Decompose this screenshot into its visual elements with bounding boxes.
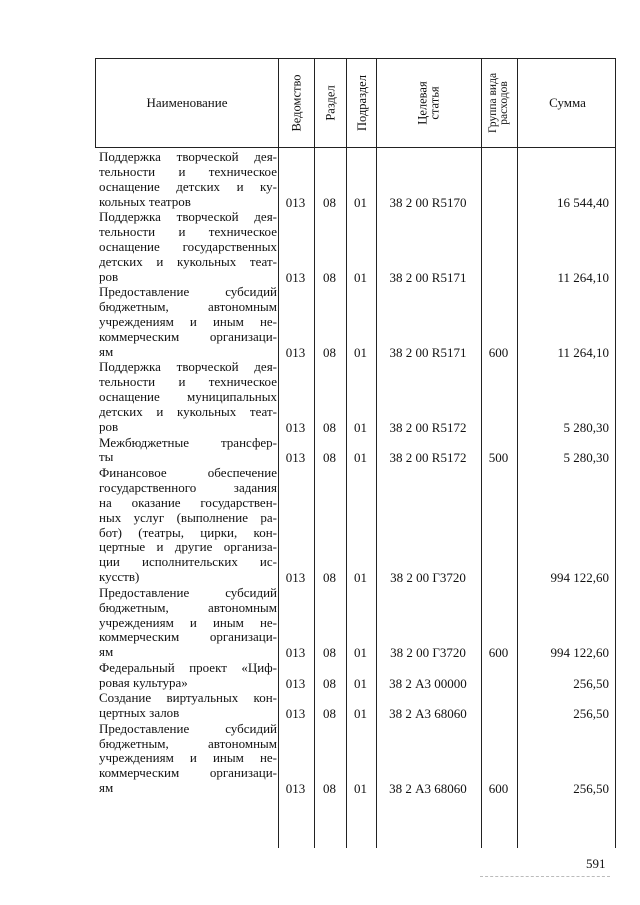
row-celevaya: 38 2 А3 68060 <box>389 781 467 797</box>
row-name <box>99 691 277 721</box>
row-vedomstvo: 013 <box>285 706 306 722</box>
budget-table <box>95 58 616 848</box>
row-vedomstvo: 013 <box>285 781 306 797</box>
row-podrazdel: 01 <box>354 706 367 722</box>
row-name-line: тельности и техническое <box>99 163 277 179</box>
row-summa: 16 544,40 <box>557 194 609 210</box>
row-summa: 256,50 <box>573 781 609 797</box>
row-podrazdel: 01 <box>354 450 367 466</box>
header-celevaya-line1: Целевая <box>416 81 430 125</box>
row-name-line: бюджетным, автономным <box>99 599 277 615</box>
row-name-line: оснащение государственных <box>99 239 277 254</box>
row-celevaya: 38 2 00 R5171 <box>389 269 467 285</box>
row-razdel: 08 <box>323 675 336 691</box>
row-celevaya: 38 2 00 R5170 <box>389 194 467 210</box>
header-gruppa <box>482 59 518 147</box>
table-row <box>95 210 616 285</box>
header-celevaya-line2: статья <box>428 86 442 120</box>
row-name-line: бот) (театры, цирки, кон- <box>99 524 277 540</box>
row-name-line: тельности и техническое <box>99 224 277 240</box>
row-podrazdel: 01 <box>354 645 367 661</box>
row-vedomstvo: 013 <box>285 269 306 285</box>
row-name-line: Федеральный проект «Циф- <box>99 659 277 675</box>
row-name-line: Поддержка творческой дея- <box>99 209 277 225</box>
row-summa: 11 264,10 <box>557 269 609 285</box>
row-podrazdel: 01 <box>354 269 367 285</box>
row-name-line: кусств) <box>99 569 140 585</box>
table-row <box>95 691 616 721</box>
row-name <box>99 436 277 466</box>
row-podrazdel: 01 <box>354 675 367 691</box>
row-name-line: ров <box>99 268 119 284</box>
row-name <box>99 360 277 435</box>
header-summa <box>518 59 617 147</box>
header-vedomstvo-label: Ведомство <box>289 74 304 132</box>
row-name-line: ровая культура» <box>99 674 188 690</box>
row-razdel: 08 <box>323 450 336 466</box>
header-razdel <box>315 59 347 147</box>
row-summa: 5 280,30 <box>563 450 609 466</box>
row-razdel: 08 <box>323 781 336 797</box>
row-name-line: ных услуг (выполнение ра- <box>99 509 277 525</box>
row-celevaya: 38 2 00 Г3720 <box>390 645 466 661</box>
row-name-line: детских и кукольных теат- <box>99 253 277 269</box>
row-vedomstvo: 013 <box>285 675 306 691</box>
row-name-line: Создание виртуальных кон- <box>99 690 277 706</box>
row-name-line: на оказание государствен- <box>99 494 277 510</box>
table-body <box>95 148 616 848</box>
row-razdel: 08 <box>323 570 336 586</box>
row-vedomstvo: 013 <box>285 450 306 466</box>
header-podrazdel <box>347 59 377 147</box>
row-name-line: коммерческим организаци- <box>99 629 277 645</box>
header-gruppa-line2: расходов <box>498 81 511 125</box>
row-vedomstvo: 013 <box>285 194 306 210</box>
row-name <box>99 210 277 285</box>
row-name-line: Поддержка творческой дея- <box>99 359 277 375</box>
table-row <box>95 722 616 797</box>
row-vedomstvo: 013 <box>285 570 306 586</box>
row-podrazdel: 01 <box>354 570 367 586</box>
row-name-line: учреждениям и иным не- <box>99 614 277 630</box>
row-name-line: учреждениям и иным не- <box>99 750 277 766</box>
header-name <box>96 59 279 147</box>
table-row <box>95 285 616 360</box>
row-gruppa: 500 <box>488 450 509 466</box>
table-row <box>95 466 616 585</box>
row-podrazdel: 01 <box>354 194 367 210</box>
row-name-line: оснащение детских и ку- <box>99 178 277 194</box>
row-razdel: 08 <box>323 419 336 435</box>
row-summa: 994 122,60 <box>550 570 609 586</box>
row-name <box>99 466 277 585</box>
row-name-line: Предоставление субсидий <box>99 584 277 600</box>
row-name-line: бюджетным, автономным <box>99 735 277 751</box>
table-header <box>95 58 616 148</box>
header-gruppa-label <box>489 73 511 133</box>
row-celevaya: 38 2 00 R5172 <box>389 450 467 466</box>
row-name-line: Межбюджетные трансфер- <box>99 434 277 450</box>
row-name-line: бюджетным, автономным <box>99 299 277 315</box>
row-name-line: ям <box>99 780 114 796</box>
row-name <box>99 722 277 797</box>
row-name-line: цертные и другие организа- <box>99 539 277 555</box>
header-vedomstvo <box>279 59 315 147</box>
row-summa: 256,50 <box>573 675 609 691</box>
row-razdel: 08 <box>323 645 336 661</box>
row-name <box>99 285 277 360</box>
row-name-line: государственного задания <box>99 479 277 495</box>
row-gruppa: 600 <box>488 645 509 661</box>
row-name <box>99 661 277 691</box>
row-name-line: кольных театров <box>99 193 191 209</box>
row-gruppa: 600 <box>488 781 509 797</box>
row-name <box>99 150 277 210</box>
row-razdel: 08 <box>323 269 336 285</box>
page-number: 591 <box>586 856 606 871</box>
header-summa-label: Сумма <box>549 95 586 110</box>
row-name-line: ям <box>99 644 114 660</box>
row-name-line: ции исполнительских ис- <box>99 554 277 570</box>
row-name-line: оснащение муниципальных <box>99 389 277 405</box>
row-name-line: Финансовое обеспечение <box>99 464 277 480</box>
row-summa: 5 280,30 <box>563 419 609 435</box>
header-name-label: Наименование <box>146 95 228 110</box>
row-name <box>99 586 277 661</box>
row-celevaya: 38 2 00 Г3720 <box>390 570 466 586</box>
footer-rule <box>480 876 610 877</box>
table-row <box>95 661 616 691</box>
row-name-line: Предоставление субсидий <box>99 720 277 736</box>
row-vedomstvo: 013 <box>285 645 306 661</box>
header-gruppa-line1: Группа вида <box>487 72 500 134</box>
row-name-line: цертных залов <box>99 705 180 721</box>
row-podrazdel: 01 <box>354 344 367 360</box>
row-name-line: ров <box>99 419 119 435</box>
header-razdel-label: Раздел <box>323 85 338 121</box>
row-name-line: ты <box>99 449 114 465</box>
row-celevaya: 38 2 00 R5171 <box>389 344 467 360</box>
row-name-line: коммерческим организаци- <box>99 765 277 781</box>
header-podrazdel-label: Подраздел <box>354 75 369 131</box>
row-summa: 256,50 <box>573 706 609 722</box>
row-celevaya: 38 2 А3 00000 <box>389 675 467 691</box>
row-name-line: Предоставление субсидий <box>99 284 277 300</box>
row-podrazdel: 01 <box>354 419 367 435</box>
row-summa: 994 122,60 <box>550 645 609 661</box>
row-name-line: коммерческим организаци- <box>99 329 277 345</box>
table-row <box>95 360 616 435</box>
header-celevaya-label <box>417 81 441 124</box>
row-razdel: 08 <box>323 706 336 722</box>
row-podrazdel: 01 <box>354 781 367 797</box>
row-razdel: 08 <box>323 194 336 210</box>
row-celevaya: 38 2 А3 68060 <box>389 706 467 722</box>
table-row <box>95 436 616 466</box>
row-summa: 11 264,10 <box>557 344 609 360</box>
row-name-line: учреждениям и иным не- <box>99 314 277 330</box>
row-celevaya: 38 2 00 R5172 <box>389 419 467 435</box>
table-row <box>95 586 616 661</box>
row-vedomstvo: 013 <box>285 344 306 360</box>
row-gruppa: 600 <box>488 344 509 360</box>
row-name-line: детских и кукольных теат- <box>99 404 277 420</box>
table-row <box>95 150 616 210</box>
row-name-line: Поддержка творческой дея- <box>99 149 277 164</box>
header-celevaya <box>377 59 482 147</box>
row-vedomstvo: 013 <box>285 419 306 435</box>
row-name-line: тельности и техническое <box>99 374 277 390</box>
row-name-line: ям <box>99 343 114 359</box>
row-razdel: 08 <box>323 344 336 360</box>
